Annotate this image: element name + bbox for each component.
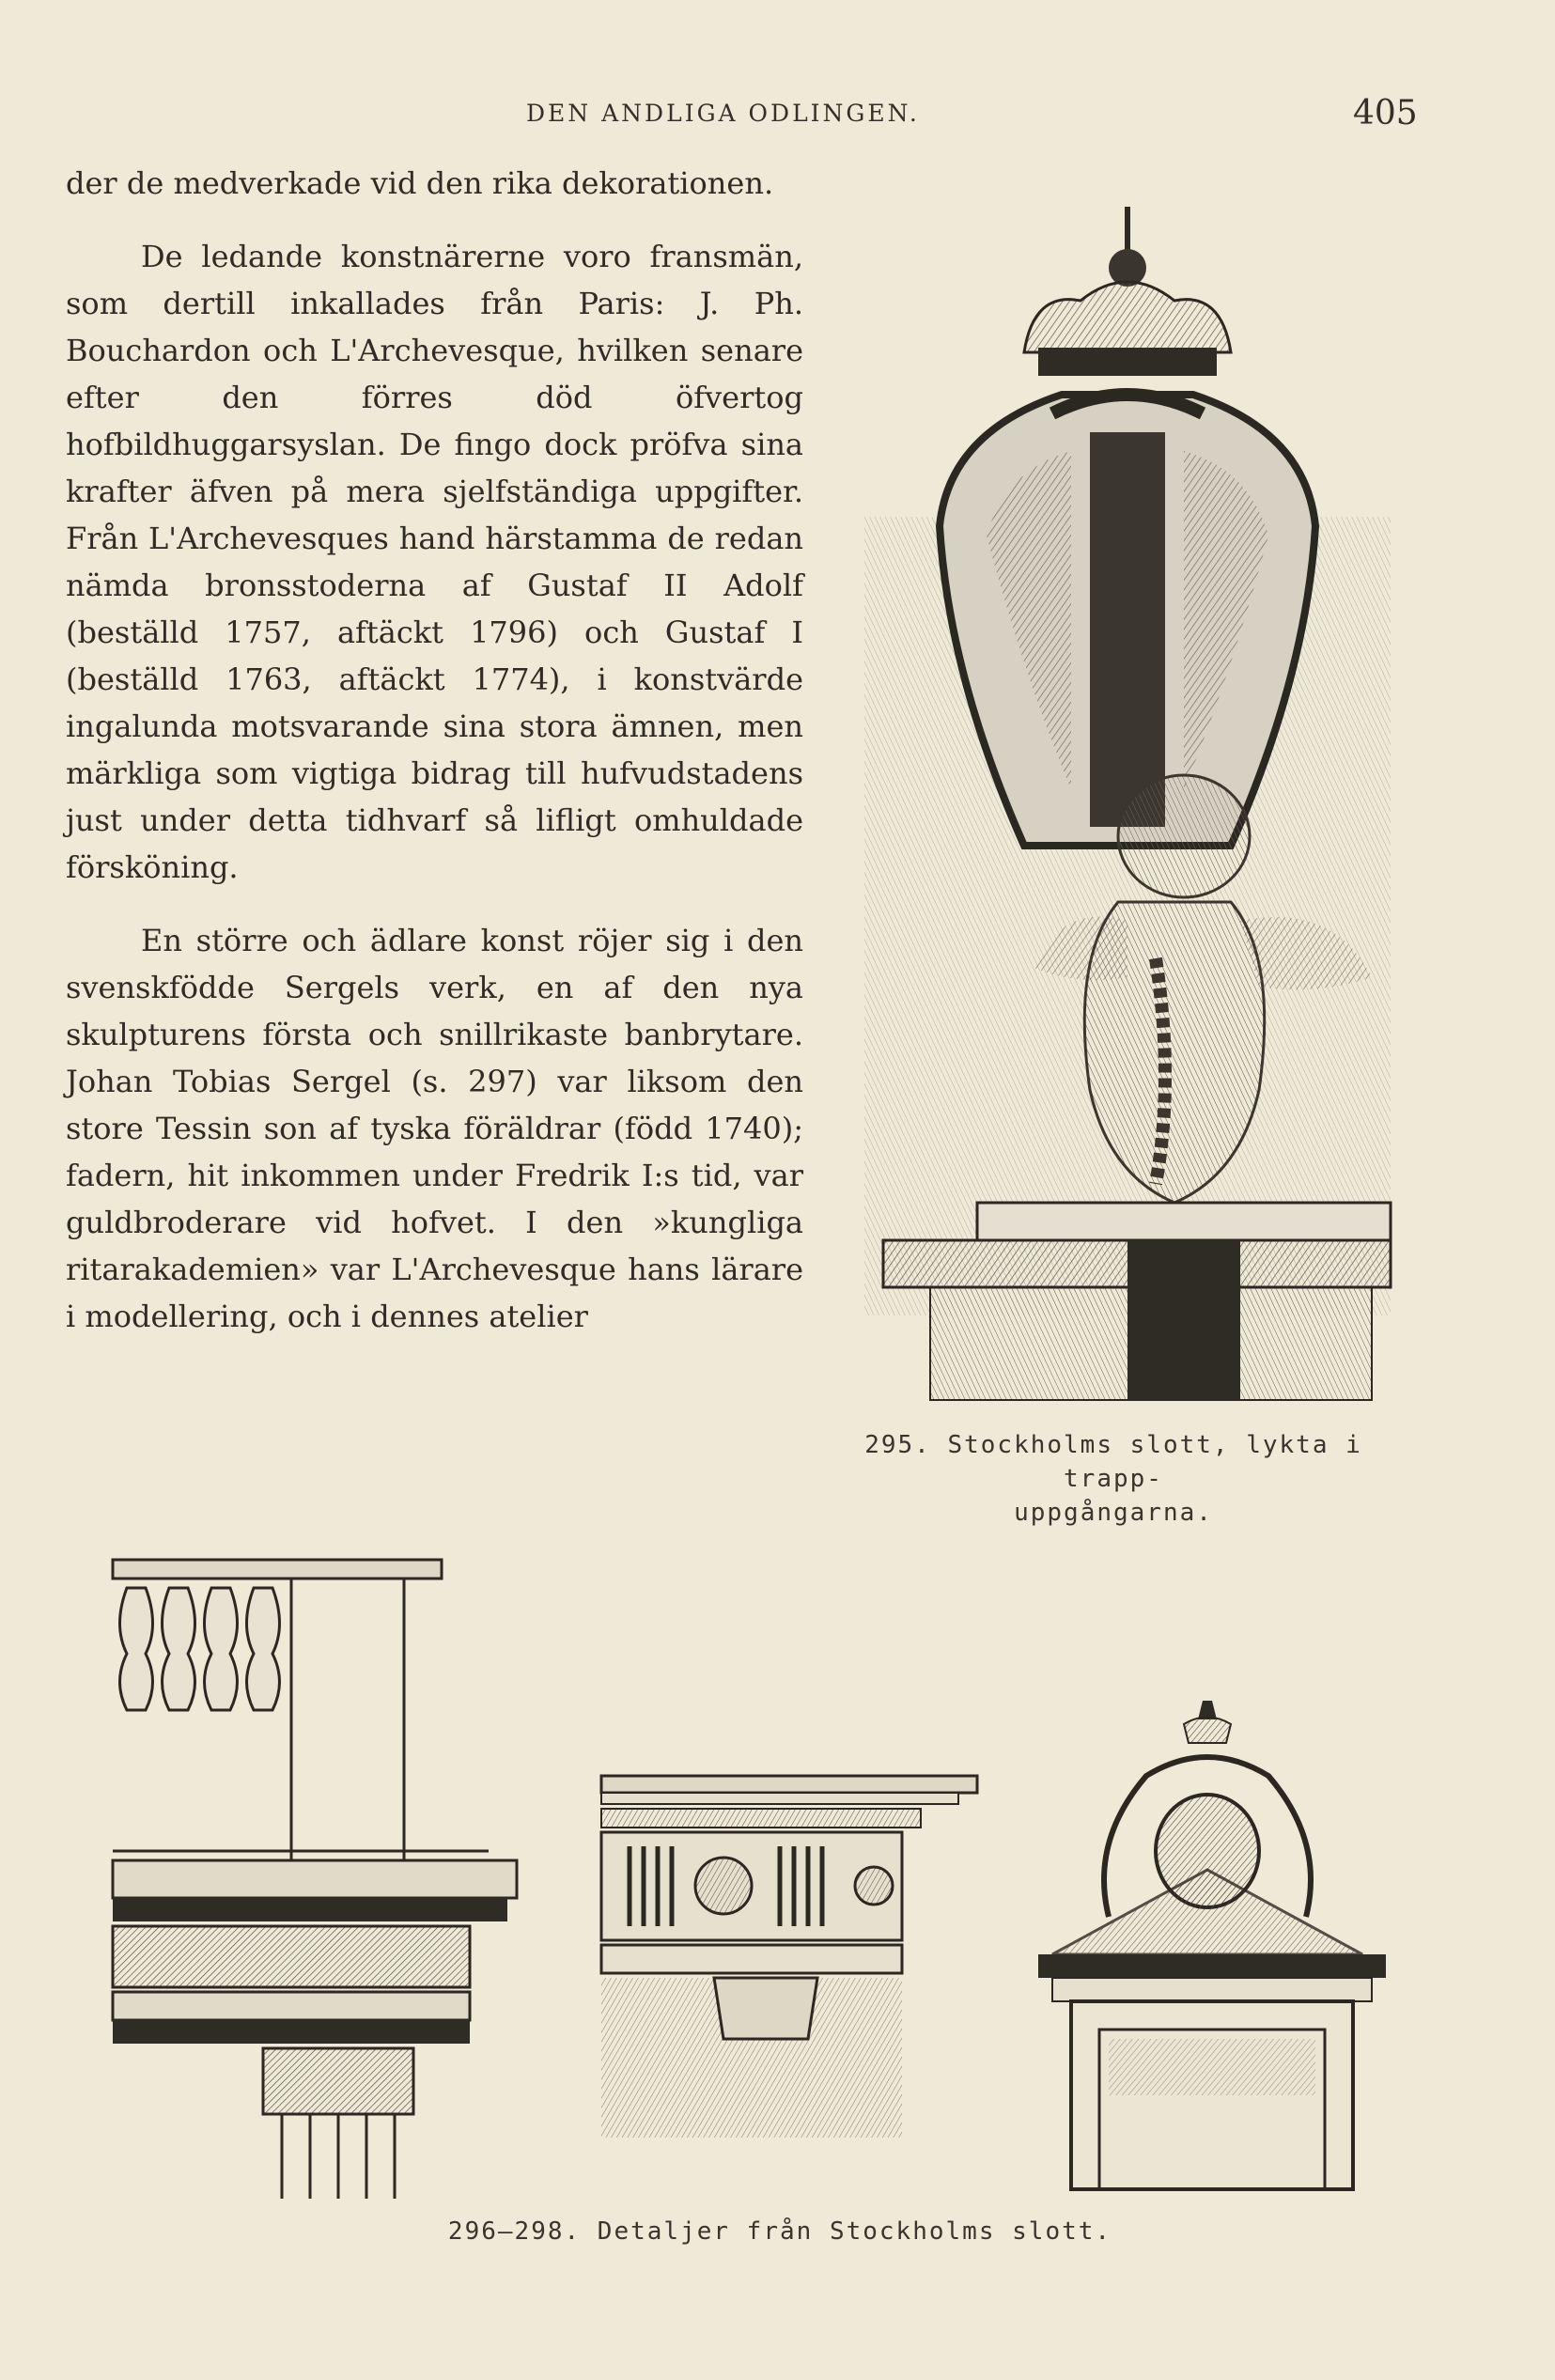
balustrade-cornice-illustration (103, 1550, 526, 2208)
body-text (66, 160, 803, 1340)
caption-figures-296-298: 296—298. Detaljer från Stockholms slott. (447, 2217, 1112, 2246)
page-number: 405 (1353, 94, 1418, 132)
paragraph-3: En större och ädlare konst röjer sig i den svenskfödde Sergels verk, en af den nya skulpturens första och snillrikaste banbrytare. Johan Tobias Sergel (s. 297) var liksom den store Tessin son af tyska föräldrar (född 1740); fadern, hit inkommen under Fredrik I:s tid, var guldbroderare vid hofvet. I den »kungliga ritarakademien» var L'Archevesque hans lärare i modellering, och i dennes atelier (66, 923, 803, 1334)
lantern-cherub-engraving (846, 188, 1409, 1409)
frieze-cornice-illustration (592, 1766, 996, 2189)
running-head: DEN ANDLIGA ODLINGEN. (526, 100, 920, 127)
medallion-pediment-illustration (1015, 1682, 1409, 2208)
caption-295-line-2: uppgångarna. (1014, 1499, 1213, 1527)
caption-figure-295 (836, 1428, 1391, 1530)
balustrade-cornice-engraving (103, 1550, 526, 2208)
caption-295-line-1: 295. Stockholms slott, lykta i trapp- (864, 1431, 1362, 1493)
frieze-cornice-engraving (592, 1766, 996, 2189)
paragraph-1: der de medverkade vid den rika dekorationen. (66, 165, 774, 201)
lantern-cherub-illustration (846, 188, 1409, 1409)
paragraph-2: De ledande konstnärerne voro fransmän, som dertill inkallades från Paris: J. Ph. Bouchardon och L'Archevesque, hvilken senare efter den förres död öfvertog hofbildhuggarsyslan. De fingo dock pröfva sina krafter äfven på mera sjelfständiga uppgifter. Från L'Archevesques hand härstamma de redan nämda bronsstoderna af Gustaf II Adolf (beställd 1757, aftäckt 1796) och Gustaf I (beställd 1763, aftäckt 1774), i konstvärde ingalunda motsvarande sina stora ämnen, men märkliga som vigtiga bidrag till hufvudstadens just under detta tidhvarf så lifligt omhuldade försköning. (66, 239, 803, 885)
medallion-pediment-engraving (1015, 1682, 1409, 2208)
